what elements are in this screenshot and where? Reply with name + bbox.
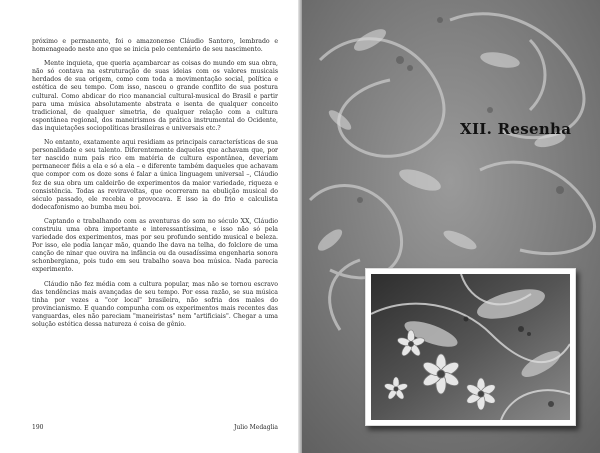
running-footer-author: Julio Medaglia xyxy=(234,424,278,431)
page-number: 190 xyxy=(32,424,44,431)
book-gutter xyxy=(298,0,302,453)
paragraph: No entanto, exatamente aqui residiam as principais características de sua personalidade e seu talento. Diferentemente daqueles que achavam que, por ter nascido num país rico em matéria de cultura espontânea, deveriam permanecer fiéis a ela e só a ela – e diferente também daqueles que achavam que compor com os doze sons é falar a única linguagem universal –, Cláudio fez de sua obra um caldeirão de experimentos da maior variedade, riqueza e consistência. Todas as reviravoltas, que ocorreram na ebulição musical do século passado, ele recebia e provocava. E isso ia do frio e calculista dodecafonismo ao bumba meu boi. xyxy=(32,139,278,211)
paragraph: Mente inquieta, que queria açambarcar as coisas do mundo em sua obra, não só contava na estruturação de suas ideias com os valores musicais herdados de sua origem, como com toda a movimentação social, política e estética de seu tempo. Com isso, nasceu o grande conflito de sua postura cultural. Como abdicar do rico manancial cultural-musical do Brasil e partir para uma música absolutamente abstrata e isenta de qualquer conceito tradicional, de qualquer simetria, de qualquer relação com a cultura espontânea regional, dos maneirismos da prática instrumental do Ocidente, das inquietações sociopolíticas brasileiras e universais etc.? xyxy=(32,60,278,132)
paragraph: Captando e trabalhando com as aventuras do som no século XX, Cláudio construiu uma obra importante e interessantíssima, e isso não só pela variedade dos experimentos, mas por seu profundo sentido musical e beleza. Por isso, ele podia lançar mão, quando lhe dava na telha, do folclore de uma canção de ninar que ouvira na infância ou da ousadíssima engenharia sonora schonbergiana, pois tudo em seu trabalho soava boa música. Nada parecia experimento. xyxy=(32,217,278,274)
chapter-title: XII. Resenha xyxy=(460,120,572,138)
floral-batik-photo-icon xyxy=(371,274,570,420)
photo-frame xyxy=(365,268,576,426)
paragraph: próximo e permanente, foi o amazonense Cláudio Santoro, lembrado e homenageado neste ano que se inicia pelo centenário de seu nascimento. xyxy=(32,38,278,54)
body-text-column xyxy=(32,38,278,335)
paragraph: Cláudio não fez média com a cultura popular, mas não se tornou escravo das tendências mais avançadas de seu tempo. Por essa razão, se sua música tinha por vezes a "cor local" brasileira, não sofria dos males do provincianismo. E quando compunha com os experimentos mais recentes das vanguardas, eles não pareciam "maneiristas" nem "artificiais". Chegar a uma solução estética dessa natureza é coisa de gênio. xyxy=(32,280,278,328)
right-page xyxy=(300,0,600,453)
